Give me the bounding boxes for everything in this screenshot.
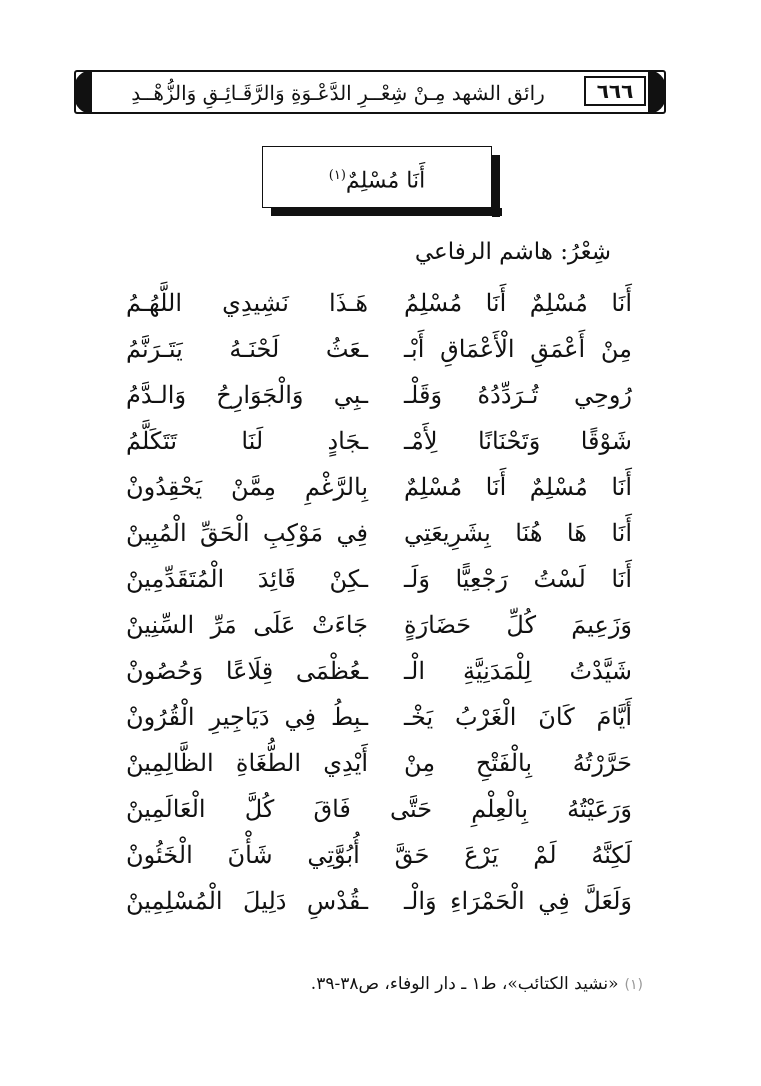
poem-title-line [263, 161, 491, 196]
poem-title-box [262, 146, 492, 208]
verse-second-hemistich: جَاءَتْ عَلَى مَرِّ السِّنِينْ [126, 611, 368, 639]
verse-first-hemistich: شَيَّدْتُ لِلْمَدَنِيَّةِ الْـ [404, 657, 632, 685]
verse-line [120, 694, 632, 740]
author-label: شِعْرُ: [560, 239, 611, 265]
verse-second-hemistich: ـجَادٍ لَنَا تَتَكَلَّمُ [126, 427, 368, 455]
verse-second-hemistich: ـقُدْسِ دَلِيلَ الْمُسْلِمِينْ [126, 887, 368, 915]
verse-second-hemistich: ـعُظْمَى قِلَاعًا وَحُصُونْ [126, 657, 368, 685]
verse-full-line: وَرَعَيْتُهُ بِالْعِلْمِ حَتَّى فَاقَ كُلَّ الْعَالَمِينْ [126, 795, 632, 823]
verse-second-hemistich: أَيْدِي الطُّغَاةِ الظَّالِمِينْ [126, 749, 368, 777]
poem-verses [120, 280, 632, 924]
title-box-shadow-bottom [271, 208, 502, 216]
verse-first-hemistich: أَنَا لَسْتُ رَجْعِيًّا وَلَـ [404, 565, 632, 593]
verse-line [120, 326, 632, 372]
verse-line [120, 602, 632, 648]
verse-first-hemistich: رُوحِي تُـرَدِّدُهُ وَقَلْـ [404, 381, 632, 409]
running-header [74, 70, 666, 114]
verse-full-line: لَكِنَّهُ لَمْ يَرْعَ حَقَّ أُبُوَّتِي شَأْنَ الْخَئُونْ [126, 841, 632, 869]
verse-second-hemistich: هَـذَا نَشِيدِي اللَّهُـمُ [126, 289, 368, 317]
author-name: هاشم الرفاعي [414, 239, 553, 265]
verse-first-hemistich: أَنَا مُسْلِمٌ أَنَا مُسْلِمٌ [404, 473, 632, 501]
verse-line [120, 556, 632, 602]
page-number: ٦٦٦ [584, 76, 646, 106]
verse-first-hemistich: أَيَّامَ كَانَ الْغَرْبُ يَخْـ [404, 703, 632, 731]
poem-title: أَنَا مُسْلِمٌ [345, 168, 426, 194]
verse-line [120, 648, 632, 694]
verse-line [120, 878, 632, 924]
footnote-mark: (١) [624, 977, 643, 993]
verse-first-hemistich: حَرَّرْتُهُ بِالْفَتْحِ مِنْ [404, 749, 632, 777]
verse-second-hemistich: ـبِي وَالْجَوَارِحُ وَالـدَّمُ [126, 381, 368, 409]
verse-line [120, 786, 632, 832]
verse-line [120, 832, 632, 878]
verse-line [120, 464, 632, 510]
verse-first-hemistich: مِنْ أَعْمَقِ الْأَعْمَاقِ أَبْـ [404, 335, 632, 363]
verse-line [120, 372, 632, 418]
verse-second-hemistich: فِي مَوْكِبِ الْحَقِّ الْمُبِينْ [126, 519, 368, 547]
poem-author [415, 236, 611, 268]
footnote-text: «نشيد الكتائب»، ط١ ـ دار الوفاء، ص٣٨-٣٩. [310, 974, 619, 994]
verse-first-hemistich: أَنَا هَا هُنَا بِشَرِيعَتِي [404, 519, 632, 547]
verse-second-hemistich: ـبِطُ فِي دَيَاجِيرِ الْقُرُونْ [126, 703, 368, 731]
footnote [311, 970, 643, 999]
footnote-reference[interactable]: (١) [328, 168, 346, 183]
verse-line [120, 280, 632, 326]
verse-second-hemistich: ـعَثُ لَحْنَـهُ يَتَـرَنَّمُ [126, 335, 368, 363]
verse-first-hemistich: أَنَا مُسْلِمٌ أَنَا مُسْلِمُ [404, 289, 632, 317]
verse-second-hemistich: ـكِنْ قَائِدَ الْمُتَقَدِّمِينْ [126, 565, 368, 593]
book-title: رائق الشهد مِـنْ شِعْــرِ الدَّعْـوَةِ وَالرَّقَـائِـقِ وَالزُّهْــدِ [131, 81, 545, 105]
verse-second-hemistich: بِالرَّغْمِ مِمَّنْ يَحْقِدُونْ [126, 473, 368, 501]
verse-first-hemistich: وَزَعِيمَ كُلِّ حَضَارَةٍ [404, 611, 632, 639]
verse-line [120, 740, 632, 786]
verse-line [120, 510, 632, 556]
verse-first-hemistich: وَلَعَلَّ فِي الْحَمْرَاءِ وَالْـ [404, 887, 632, 915]
header-left-cap [74, 70, 92, 114]
header-right-cap [648, 70, 666, 114]
verse-first-hemistich: شَوْقًا وَتَحْنَانًا لِأَمْـ [404, 427, 632, 455]
verse-line [120, 418, 632, 464]
